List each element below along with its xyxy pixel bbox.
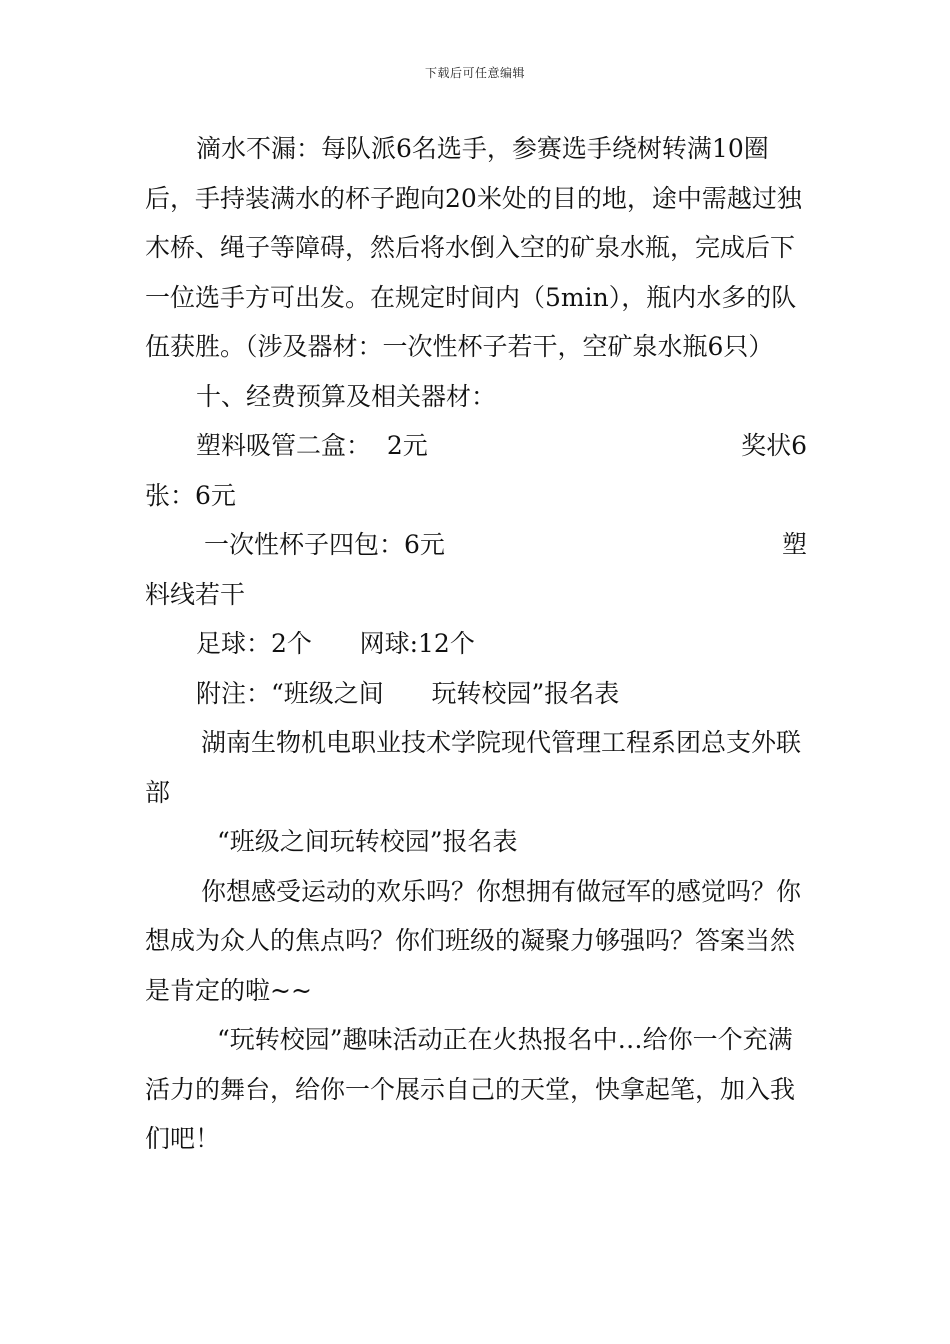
budget-line-plastic-line-cont: 料线若干 <box>145 579 246 609</box>
paragraph-water-relay: 滴水不漏：每队派6名选手，参赛选手绕树转满10圈后，手持装满水的杯子跑向20米处的目的地，途中需越过独木桥、绳子等障碍，然后将水倒入空的矿泉水瓶，完成后下一位选手方可出发。在规定时间内（5min），瓶内水多的队伍获胜。（涉及器材：一次性杯子若干，空矿泉水瓶6只） <box>145 134 802 361</box>
paragraph-organizer: 湖南生物机电职业技术学院现代管理工程系团总支外联部 <box>145 728 802 807</box>
paragraph-form-title: “班级之间玩转校园”报名表 <box>217 827 518 856</box>
budget-line-straws <box>145 421 807 471</box>
page-header: 下载后可任意编辑 <box>424 66 525 80</box>
budget-line-cups <box>145 520 807 570</box>
budget-item-plastic-line: 塑 <box>781 530 807 559</box>
paragraph-registration: “玩转校园”趣味活动正在火热报名中…给你一个充满活力的舞台，给你一个展示自己的天堂，快拿起笔，加入我们吧！ <box>145 1025 796 1153</box>
budget-line-certificates-cont: 张：6元 <box>145 480 236 510</box>
budget-line-balls: 足球：2个 网球:12个 <box>196 629 475 658</box>
document-body <box>145 124 807 1164</box>
paragraph-note: 附注：“班级之间 玩转校园”报名表 <box>196 678 620 708</box>
paragraph-invitation: 你想感受运动的欢乐吗？你想拥有做冠军的感觉吗？你想成为众人的焦点吗？你们班级的凝聚力够强吗？答案当然是肯定的啦~~ <box>145 876 802 1005</box>
budget-item-straws: 塑料吸管二盒： 2元 <box>196 431 428 460</box>
budget-item-certificates: 奖状6 <box>741 431 807 460</box>
budget-item-cups: 一次性杯子四包：6元 <box>196 530 445 559</box>
paragraph-budget-heading: 十、经费预算及相关器材： <box>196 381 497 411</box>
